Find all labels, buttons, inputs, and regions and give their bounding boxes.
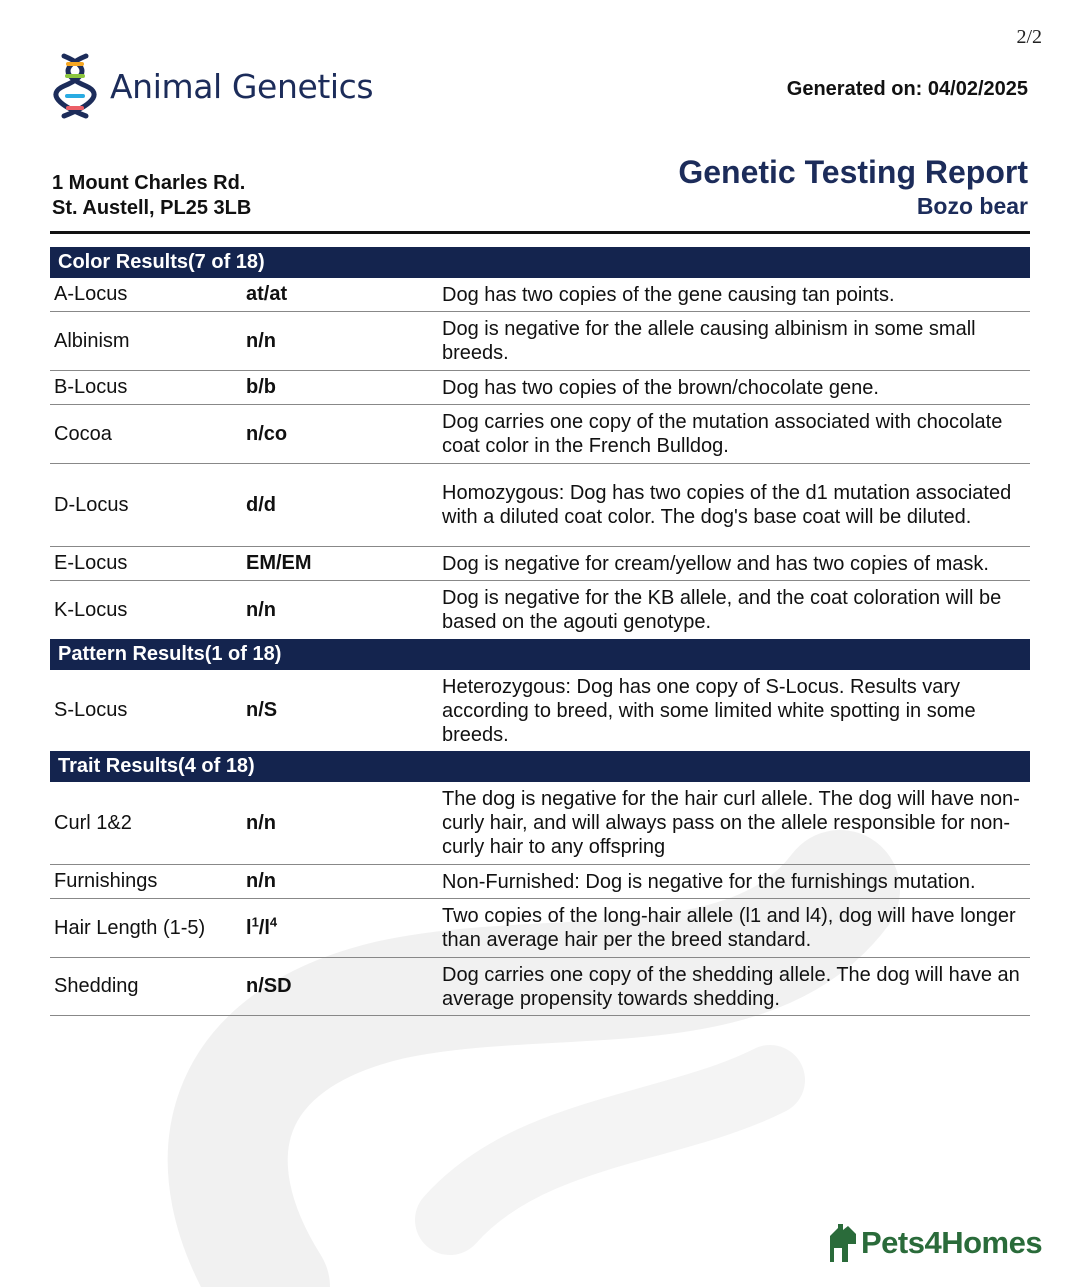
generated-date: Generated on: 04/02/2025 — [786, 78, 1028, 100]
section-header-pattern: Pattern Results(1 of 18) — [50, 639, 1030, 670]
locus-name: B-Locus — [54, 376, 128, 398]
lab-address — [52, 171, 251, 221]
dog-name: Bozo bear — [916, 193, 1028, 219]
result-description: Dog is negative for cream/yellow and has two copies of mask. — [442, 552, 989, 575]
genotype-part: l — [246, 916, 252, 939]
result-description: Non-Furnished: Dog is negative for the furnishings mutation. — [442, 870, 976, 893]
brand-name: Animal Genetics — [110, 66, 374, 106]
locus-name: Curl 1&2 — [54, 811, 132, 834]
result-row — [50, 464, 1030, 547]
result-description: The dog is negative for the hair curl allele. The dog will have non-curly hair, and will always pass on the allele responsible for non-curly hair to any offspring — [442, 788, 1020, 858]
result-description: Dog is negative for the KB allele, and the coat coloration will be based on the agouti genotype. — [442, 587, 1002, 633]
locus-name: E-Locus — [54, 552, 128, 574]
locus-name: S-Locus — [54, 699, 128, 721]
pets4homes-logo — [826, 1222, 1042, 1264]
result-row — [50, 371, 1030, 405]
genotype: n/SD — [246, 975, 292, 997]
genotype: n/n — [246, 598, 276, 621]
result-row — [50, 278, 1030, 312]
locus-name: D-Locus — [54, 493, 129, 516]
genotype-superscript: 4 — [269, 913, 278, 929]
result-row — [50, 958, 1030, 1016]
genotype: EM/EM — [246, 552, 312, 574]
result-description: Dog has two copies of the brown/chocolate gene. — [442, 376, 879, 399]
locus-name: Albinism — [54, 329, 130, 352]
result-description: Heterozygous: Dog has one copy of S-Locus. Results vary according to breed, with some limited white spotting in some breeds. — [442, 675, 976, 746]
result-row — [50, 899, 1030, 958]
address-line-1: 1 Mount Charles Rd. — [52, 172, 246, 194]
address-line-2: St. Austell, PL25 3LB — [52, 197, 252, 219]
header-divider — [50, 231, 1030, 234]
locus-name: K-Locus — [54, 598, 128, 621]
result-description: Dog has two copies of the gene causing tan points. — [442, 283, 895, 306]
result-description: Two copies of the long-hair allele (l1 and l4), dog will have longer than average hair per the breed standard. — [442, 905, 1016, 951]
genotype-superscript: 1 — [251, 913, 259, 929]
result-row — [50, 782, 1030, 865]
genotype: n/co — [246, 422, 288, 445]
page-number: 2/2 — [1016, 26, 1042, 48]
result-row — [50, 581, 1030, 639]
genotype: n/S — [246, 699, 278, 721]
genotype-part: /l — [258, 916, 270, 939]
result-description: Dog is negative for the allele causing albinism in some small breeds. — [442, 318, 976, 364]
report-title: Genetic Testing Report — [678, 154, 1028, 190]
result-description: Dog carries one copy of the shedding allele. The dog will have an average propensity towards shedding. — [442, 963, 1020, 1010]
section-header-trait: Trait Results(4 of 18) — [50, 751, 1030, 782]
house-icon — [826, 1222, 860, 1264]
result-description: Homozygous: Dog has two copies of the d1 mutation associated with a diluted coat color. The dog's base coat will be diluted. — [442, 482, 1012, 528]
genotype — [246, 913, 442, 940]
locus-name: Shedding — [54, 975, 139, 997]
result-row — [50, 865, 1030, 899]
section-header-color: Color Results(7 of 18) — [50, 247, 1030, 278]
result-row — [50, 405, 1030, 464]
genotype: d/d — [246, 493, 276, 516]
locus-name: Furnishings — [54, 870, 158, 892]
result-description: Dog carries one copy of the mutation associated with chocolate coat color in the French Bulldog. — [442, 411, 1003, 457]
locus-name: A-Locus — [54, 283, 128, 305]
genotype: b/b — [246, 376, 276, 398]
result-row — [50, 670, 1030, 751]
genotype: n/n — [246, 329, 276, 352]
results-tables — [50, 247, 1030, 1016]
genotype: at/at — [246, 283, 288, 305]
locus-name: Hair Length (1-5) — [54, 916, 206, 939]
genotype: n/n — [246, 870, 276, 892]
genotype: n/n — [246, 811, 276, 834]
pets4homes-wordmark: Pets4Homes — [861, 1225, 1043, 1260]
dna-helix-icon — [52, 50, 98, 122]
result-row — [50, 547, 1030, 581]
animal-genetics-logo — [52, 50, 373, 122]
locus-name: Cocoa — [54, 422, 112, 445]
result-row — [50, 312, 1030, 371]
